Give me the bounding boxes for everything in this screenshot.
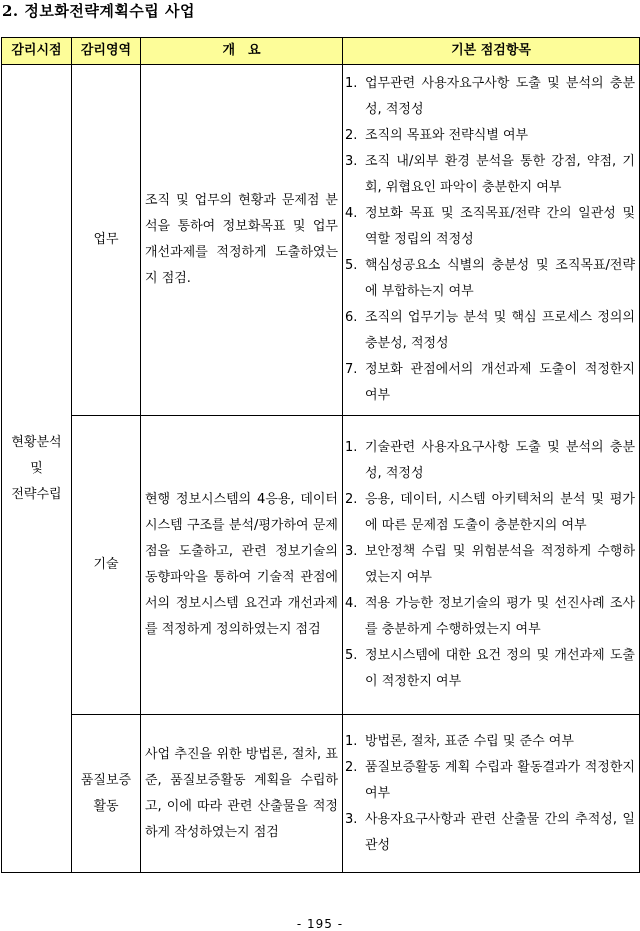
list-item: 5. 핵심성공요소 식별의 충분성 및 조직목표/전략에 부합하는지 여부 bbox=[345, 258, 635, 299]
audit-phase-line: 전략수립 bbox=[11, 486, 62, 502]
check-list bbox=[345, 729, 635, 859]
checks-cell bbox=[343, 65, 640, 416]
audit-area-cell bbox=[72, 715, 141, 873]
list-item: 3. 조직 내/외부 환경 분석을 통한 강점, 약점, 기회, 위협요인 파악이 충분한지 여부 bbox=[345, 154, 635, 195]
check-list bbox=[345, 71, 635, 409]
list-item: 7. 정보화 관점에서의 개선과제 도출이 적정한지 여부 bbox=[345, 362, 635, 403]
list-item: 2. 응용, 데이터, 시스템 아키텍처의 분석 및 평가에 따른 문제점 도출이 충분한지의 여부 bbox=[345, 492, 635, 533]
overview-cell: 조직 및 업무의 현황과 문제점 분석을 통하여 정보화목표 및 업무 개선과제를 적정하게 도출하였는지 점검. bbox=[141, 65, 343, 416]
table-header-row bbox=[2, 38, 640, 65]
header-overview: 개 요 bbox=[141, 38, 343, 65]
list-item: 3. 보안정책 수립 및 위험분석을 적정하게 수행하였는지 여부 bbox=[345, 544, 635, 585]
audit-area-cell: 기술 bbox=[72, 416, 141, 715]
list-item: 5. 정보시스템에 대한 요건 정의 및 개선과제 도출이 적정한지 여부 bbox=[345, 648, 635, 689]
section-heading: 2. 정보화전략계획수립 사업 bbox=[2, 2, 195, 20]
list-item: 4. 적용 가능한 정보기술의 평가 및 선진사례 조사를 충분하게 수행하였는지 여부 bbox=[345, 596, 635, 637]
audit-area-cell: 업무 bbox=[72, 65, 141, 416]
overview-cell: 사업 추진을 위한 방법론, 절차, 표준, 품질보증활동 계획을 수립하고, 이에 따라 관련 산출물을 적정하게 작성하였는지 점검 bbox=[141, 715, 343, 873]
checks-cell bbox=[343, 416, 640, 715]
check-list bbox=[345, 435, 635, 695]
audit-phase-line: 및 bbox=[30, 460, 43, 476]
overview-cell: 현행 정보시스템의 4응용, 데이터 시스템 구조를 분석/평가하여 문제점을 도출하고, 관련 정보기술의 동향파악을 통하여 기술적 관점에서의 정보시스템 요건과 개선과제를 적정하게 정의하였는지 점검 bbox=[141, 416, 343, 715]
header-audit-phase: 감리시점 bbox=[2, 38, 72, 65]
list-item: 2. 품질보증활동 계획 수립과 활동결과가 적정한지 여부 bbox=[345, 759, 635, 801]
table-row bbox=[2, 65, 640, 416]
list-item: 1. 기술관련 사용자요구사항 도출 및 분석의 충분성, 적정성 bbox=[345, 440, 635, 481]
header-basic-checks: 기본 점검항목 bbox=[343, 38, 640, 65]
audit-phase-line: 현황분석 bbox=[11, 434, 62, 450]
list-item: 4. 정보화 목표 및 조직목표/전략 간의 일관성 및 역할 정립의 적정성 bbox=[345, 206, 635, 247]
list-item: 3. 사용자요구사항과 관련 산출물 간의 추적성, 일관성 bbox=[345, 811, 635, 853]
table-row bbox=[2, 416, 640, 715]
audit-area-line: 품질보증 bbox=[80, 772, 132, 788]
audit-phase-cell bbox=[2, 65, 72, 873]
list-item: 2. 조직의 목표와 전략식별 여부 bbox=[345, 128, 529, 143]
list-item: 6. 조직의 업무기능 분석 및 핵심 프로세스 정의의 충분성, 적정성 bbox=[345, 310, 635, 351]
audit-area-line: 활동 bbox=[93, 798, 119, 814]
audit-checklist-table bbox=[1, 37, 640, 873]
list-item: 1. 방법론, 절차, 표준 수립 및 준수 여부 bbox=[345, 733, 574, 749]
list-item: 1. 업무관련 사용자요구사항 도출 및 분석의 충분성, 적정성 bbox=[345, 76, 635, 117]
checks-cell bbox=[343, 715, 640, 873]
header-audit-area: 감리영역 bbox=[72, 38, 141, 65]
page-number: - 195 - bbox=[296, 917, 344, 931]
table-row bbox=[2, 715, 640, 873]
